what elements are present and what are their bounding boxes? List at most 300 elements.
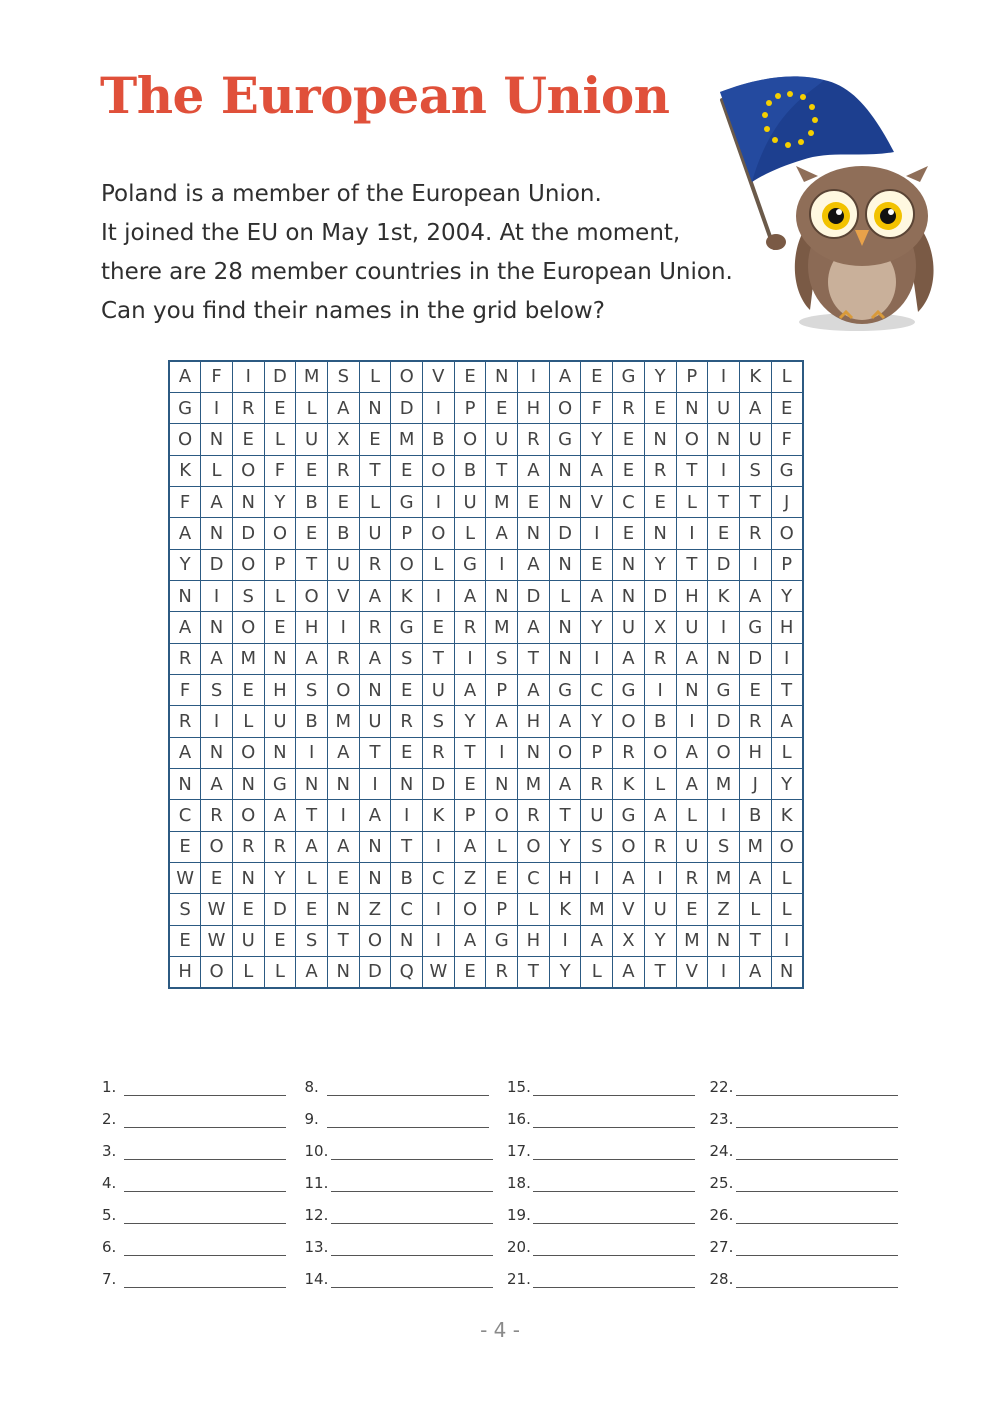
grid-cell[interactable]: N <box>359 831 391 862</box>
grid-cell[interactable]: U <box>296 424 328 455</box>
grid-cell[interactable]: H <box>296 612 328 643</box>
grid-cell[interactable]: E <box>739 674 771 705</box>
grid-cell[interactable]: G <box>391 486 423 517</box>
grid-cell[interactable]: R <box>169 643 201 674</box>
grid-cell[interactable]: N <box>549 455 581 486</box>
grid-cell[interactable]: M <box>486 486 518 517</box>
grid-cell[interactable]: Y <box>169 549 201 580</box>
grid-cell[interactable]: M <box>581 894 613 925</box>
grid-cell[interactable]: G <box>169 392 201 423</box>
answer-blank[interactable] <box>327 1109 489 1128</box>
grid-cell[interactable]: L <box>359 486 391 517</box>
grid-cell[interactable]: A <box>613 957 645 988</box>
grid-cell[interactable]: E <box>296 455 328 486</box>
grid-cell[interactable]: S <box>296 674 328 705</box>
grid-cell[interactable]: R <box>739 706 771 737</box>
grid-cell[interactable]: E <box>486 863 518 894</box>
grid-cell[interactable]: B <box>327 518 359 549</box>
grid-cell[interactable]: E <box>391 455 423 486</box>
grid-cell[interactable]: O <box>201 831 233 862</box>
grid-cell[interactable]: D <box>391 392 423 423</box>
grid-cell[interactable]: Y <box>549 831 581 862</box>
grid-cell[interactable]: T <box>708 486 740 517</box>
grid-cell[interactable]: E <box>708 518 740 549</box>
grid-cell[interactable]: F <box>771 424 803 455</box>
answer-blank[interactable] <box>124 1269 286 1288</box>
grid-cell[interactable]: A <box>739 580 771 611</box>
grid-cell[interactable]: U <box>581 800 613 831</box>
grid-cell[interactable]: A <box>359 800 391 831</box>
grid-cell[interactable]: I <box>359 768 391 799</box>
grid-cell[interactable]: G <box>613 361 645 392</box>
grid-cell[interactable]: Z <box>454 863 486 894</box>
grid-cell[interactable]: T <box>327 925 359 956</box>
grid-cell[interactable]: O <box>391 549 423 580</box>
grid-cell[interactable]: X <box>327 424 359 455</box>
grid-cell[interactable]: S <box>486 643 518 674</box>
grid-cell[interactable]: M <box>391 424 423 455</box>
grid-cell[interactable]: P <box>581 737 613 768</box>
grid-cell[interactable]: H <box>264 674 296 705</box>
grid-cell[interactable]: I <box>423 580 455 611</box>
grid-cell[interactable]: I <box>486 737 518 768</box>
grid-cell[interactable]: A <box>327 831 359 862</box>
grid-cell[interactable]: O <box>486 800 518 831</box>
grid-cell[interactable]: D <box>359 957 391 988</box>
answer-blank[interactable] <box>124 1077 286 1096</box>
grid-cell[interactable]: K <box>613 768 645 799</box>
grid-cell[interactable]: I <box>423 486 455 517</box>
grid-cell[interactable]: H <box>739 737 771 768</box>
grid-cell[interactable]: B <box>739 800 771 831</box>
grid-cell[interactable]: O <box>264 518 296 549</box>
grid-cell[interactable]: J <box>771 486 803 517</box>
grid-cell[interactable]: O <box>644 737 676 768</box>
grid-cell[interactable]: A <box>518 674 550 705</box>
grid-cell[interactable]: I <box>423 925 455 956</box>
grid-cell[interactable]: Y <box>644 549 676 580</box>
grid-cell[interactable]: U <box>327 549 359 580</box>
grid-cell[interactable]: N <box>327 768 359 799</box>
grid-cell[interactable]: R <box>613 392 645 423</box>
grid-cell[interactable]: G <box>771 455 803 486</box>
grid-cell[interactable]: S <box>232 580 264 611</box>
grid-cell[interactable]: E <box>169 925 201 956</box>
grid-cell[interactable]: A <box>201 768 233 799</box>
grid-cell[interactable]: O <box>454 424 486 455</box>
grid-cell[interactable]: A <box>454 674 486 705</box>
grid-cell[interactable]: H <box>771 612 803 643</box>
grid-cell[interactable]: F <box>581 392 613 423</box>
grid-cell[interactable]: A <box>296 831 328 862</box>
grid-cell[interactable]: N <box>327 957 359 988</box>
answer-blank[interactable] <box>533 1269 695 1288</box>
grid-cell[interactable]: U <box>359 706 391 737</box>
grid-cell[interactable]: T <box>423 643 455 674</box>
answer-blank[interactable] <box>736 1173 898 1192</box>
grid-cell[interactable]: R <box>676 863 708 894</box>
grid-cell[interactable]: R <box>327 455 359 486</box>
grid-cell[interactable]: K <box>549 894 581 925</box>
grid-cell[interactable]: A <box>296 957 328 988</box>
grid-cell[interactable]: Y <box>644 925 676 956</box>
answer-blank[interactable] <box>327 1077 489 1096</box>
grid-cell[interactable]: K <box>391 580 423 611</box>
grid-cell[interactable]: I <box>771 925 803 956</box>
grid-cell[interactable]: L <box>264 957 296 988</box>
grid-cell[interactable]: N <box>518 737 550 768</box>
grid-cell[interactable]: G <box>486 925 518 956</box>
grid-cell[interactable]: N <box>327 894 359 925</box>
grid-cell[interactable]: I <box>423 831 455 862</box>
grid-cell[interactable]: N <box>549 612 581 643</box>
grid-cell[interactable]: A <box>327 737 359 768</box>
grid-cell[interactable]: B <box>454 455 486 486</box>
grid-cell[interactable]: Y <box>581 706 613 737</box>
grid-cell[interactable]: P <box>486 674 518 705</box>
grid-cell[interactable]: I <box>518 361 550 392</box>
grid-cell[interactable]: I <box>676 706 708 737</box>
grid-cell[interactable]: O <box>676 424 708 455</box>
grid-cell[interactable]: O <box>549 392 581 423</box>
grid-cell[interactable]: Y <box>644 361 676 392</box>
grid-cell[interactable]: E <box>391 674 423 705</box>
grid-cell[interactable]: E <box>644 392 676 423</box>
answer-blank[interactable] <box>533 1077 695 1096</box>
grid-cell[interactable]: R <box>232 831 264 862</box>
grid-cell[interactable]: E <box>264 392 296 423</box>
grid-cell[interactable]: N <box>201 518 233 549</box>
grid-cell[interactable]: N <box>359 392 391 423</box>
grid-cell[interactable]: U <box>359 518 391 549</box>
grid-cell[interactable]: I <box>327 800 359 831</box>
grid-cell[interactable]: T <box>296 800 328 831</box>
grid-cell[interactable]: E <box>359 424 391 455</box>
grid-cell[interactable]: D <box>232 518 264 549</box>
grid-cell[interactable]: H <box>676 580 708 611</box>
grid-cell[interactable]: E <box>454 361 486 392</box>
grid-cell[interactable]: L <box>264 580 296 611</box>
grid-cell[interactable]: A <box>518 549 550 580</box>
grid-cell[interactable]: U <box>676 831 708 862</box>
grid-cell[interactable]: I <box>454 643 486 674</box>
grid-cell[interactable]: Y <box>581 424 613 455</box>
grid-cell[interactable]: V <box>327 580 359 611</box>
grid-cell[interactable]: R <box>264 831 296 862</box>
grid-cell[interactable]: O <box>327 674 359 705</box>
grid-cell[interactable]: O <box>201 957 233 988</box>
grid-cell[interactable]: G <box>391 612 423 643</box>
grid-cell[interactable]: R <box>518 800 550 831</box>
grid-cell[interactable]: S <box>296 925 328 956</box>
grid-cell[interactable]: X <box>613 925 645 956</box>
grid-cell[interactable]: N <box>232 768 264 799</box>
grid-cell[interactable]: A <box>581 580 613 611</box>
grid-cell[interactable]: G <box>739 612 771 643</box>
grid-cell[interactable]: E <box>232 424 264 455</box>
grid-cell[interactable]: T <box>739 925 771 956</box>
grid-cell[interactable]: E <box>264 612 296 643</box>
grid-cell[interactable]: E <box>296 518 328 549</box>
grid-cell[interactable]: A <box>264 800 296 831</box>
grid-cell[interactable]: A <box>454 925 486 956</box>
grid-cell[interactable]: F <box>201 361 233 392</box>
grid-cell[interactable]: I <box>708 612 740 643</box>
answer-blank[interactable] <box>124 1205 286 1224</box>
grid-cell[interactable]: E <box>232 894 264 925</box>
answer-blank[interactable] <box>533 1109 695 1128</box>
grid-cell[interactable]: L <box>581 957 613 988</box>
grid-cell[interactable]: M <box>676 925 708 956</box>
grid-cell[interactable]: D <box>708 549 740 580</box>
grid-cell[interactable]: I <box>581 518 613 549</box>
grid-cell[interactable]: N <box>201 612 233 643</box>
grid-cell[interactable]: A <box>676 768 708 799</box>
grid-cell[interactable]: N <box>169 580 201 611</box>
grid-cell[interactable]: O <box>169 424 201 455</box>
grid-cell[interactable]: T <box>771 674 803 705</box>
grid-cell[interactable]: Z <box>359 894 391 925</box>
grid-cell[interactable]: T <box>518 643 550 674</box>
grid-cell[interactable]: O <box>232 800 264 831</box>
grid-cell[interactable]: A <box>359 580 391 611</box>
grid-cell[interactable]: G <box>454 549 486 580</box>
grid-cell[interactable]: N <box>518 518 550 549</box>
grid-cell[interactable]: A <box>581 455 613 486</box>
grid-cell[interactable]: O <box>708 737 740 768</box>
grid-cell[interactable]: O <box>296 580 328 611</box>
answer-blank[interactable] <box>736 1077 898 1096</box>
answer-blank[interactable] <box>124 1173 286 1192</box>
grid-cell[interactable]: R <box>644 831 676 862</box>
grid-cell[interactable]: N <box>771 957 803 988</box>
grid-cell[interactable]: I <box>644 674 676 705</box>
grid-cell[interactable]: M <box>739 831 771 862</box>
grid-cell[interactable]: D <box>264 894 296 925</box>
grid-cell[interactable]: E <box>613 518 645 549</box>
grid-cell[interactable]: A <box>739 957 771 988</box>
grid-cell[interactable]: R <box>327 643 359 674</box>
grid-cell[interactable]: A <box>739 863 771 894</box>
grid-cell[interactable]: R <box>359 612 391 643</box>
grid-cell[interactable]: E <box>327 486 359 517</box>
grid-cell[interactable]: C <box>581 674 613 705</box>
grid-cell[interactable]: T <box>359 737 391 768</box>
grid-cell[interactable]: R <box>581 768 613 799</box>
grid-cell[interactable]: R <box>518 424 550 455</box>
grid-cell[interactable]: U <box>739 424 771 455</box>
grid-cell[interactable]: I <box>708 800 740 831</box>
answer-blank[interactable] <box>736 1141 898 1160</box>
grid-cell[interactable]: Y <box>454 706 486 737</box>
grid-cell[interactable]: R <box>232 392 264 423</box>
grid-cell[interactable]: A <box>549 768 581 799</box>
grid-cell[interactable]: L <box>232 957 264 988</box>
grid-cell[interactable]: M <box>518 768 550 799</box>
grid-cell[interactable]: I <box>739 549 771 580</box>
grid-cell[interactable]: K <box>169 455 201 486</box>
grid-cell[interactable]: I <box>771 643 803 674</box>
grid-cell[interactable]: I <box>327 612 359 643</box>
answer-blank[interactable] <box>331 1205 493 1224</box>
grid-cell[interactable]: N <box>264 737 296 768</box>
grid-cell[interactable]: B <box>296 486 328 517</box>
grid-cell[interactable]: N <box>549 549 581 580</box>
grid-cell[interactable]: P <box>454 392 486 423</box>
grid-cell[interactable]: A <box>613 643 645 674</box>
grid-cell[interactable]: O <box>391 361 423 392</box>
grid-cell[interactable]: S <box>169 894 201 925</box>
grid-cell[interactable]: G <box>613 674 645 705</box>
grid-cell[interactable]: A <box>169 518 201 549</box>
grid-cell[interactable]: N <box>232 486 264 517</box>
grid-cell[interactable]: D <box>518 580 550 611</box>
grid-cell[interactable]: A <box>296 643 328 674</box>
grid-cell[interactable]: I <box>201 392 233 423</box>
grid-cell[interactable]: A <box>676 737 708 768</box>
grid-cell[interactable]: I <box>708 957 740 988</box>
grid-cell[interactable]: T <box>359 455 391 486</box>
grid-cell[interactable]: L <box>296 392 328 423</box>
grid-cell[interactable]: V <box>423 361 455 392</box>
grid-cell[interactable]: I <box>581 643 613 674</box>
grid-cell[interactable]: L <box>771 737 803 768</box>
grid-cell[interactable]: Y <box>771 580 803 611</box>
grid-cell[interactable]: K <box>739 361 771 392</box>
grid-cell[interactable]: I <box>423 392 455 423</box>
grid-cell[interactable]: T <box>391 831 423 862</box>
grid-cell[interactable]: N <box>708 643 740 674</box>
grid-cell[interactable]: I <box>201 706 233 737</box>
grid-cell[interactable]: H <box>169 957 201 988</box>
grid-cell[interactable]: U <box>708 392 740 423</box>
grid-cell[interactable]: U <box>644 894 676 925</box>
grid-cell[interactable]: N <box>391 768 423 799</box>
grid-cell[interactable]: N <box>169 768 201 799</box>
grid-cell[interactable]: A <box>486 518 518 549</box>
grid-cell[interactable]: A <box>581 925 613 956</box>
grid-cell[interactable]: R <box>644 643 676 674</box>
grid-cell[interactable]: R <box>359 549 391 580</box>
grid-cell[interactable]: T <box>739 486 771 517</box>
grid-cell[interactable]: A <box>201 643 233 674</box>
grid-cell[interactable]: A <box>169 361 201 392</box>
grid-cell[interactable]: N <box>359 863 391 894</box>
grid-cell[interactable]: T <box>518 957 550 988</box>
answer-blank[interactable] <box>331 1141 493 1160</box>
grid-cell[interactable]: P <box>676 361 708 392</box>
grid-cell[interactable]: E <box>454 957 486 988</box>
grid-cell[interactable]: A <box>644 800 676 831</box>
grid-cell[interactable]: U <box>454 486 486 517</box>
grid-cell[interactable]: G <box>549 674 581 705</box>
grid-cell[interactable]: E <box>676 894 708 925</box>
grid-cell[interactable]: A <box>518 455 550 486</box>
grid-cell[interactable]: G <box>264 768 296 799</box>
grid-cell[interactable]: A <box>327 392 359 423</box>
grid-cell[interactable]: W <box>423 957 455 988</box>
grid-cell[interactable]: C <box>391 894 423 925</box>
grid-cell[interactable]: N <box>201 424 233 455</box>
grid-cell[interactable]: N <box>676 392 708 423</box>
grid-cell[interactable]: O <box>549 737 581 768</box>
grid-cell[interactable]: S <box>423 706 455 737</box>
grid-cell[interactable]: O <box>613 831 645 862</box>
answer-blank[interactable] <box>331 1173 493 1192</box>
grid-cell[interactable]: R <box>613 737 645 768</box>
answer-blank[interactable] <box>124 1237 286 1256</box>
grid-cell[interactable]: Y <box>264 486 296 517</box>
grid-cell[interactable]: A <box>771 706 803 737</box>
grid-cell[interactable]: T <box>676 455 708 486</box>
grid-cell[interactable]: E <box>613 455 645 486</box>
grid-cell[interactable]: Y <box>549 957 581 988</box>
grid-cell[interactable]: I <box>391 800 423 831</box>
grid-cell[interactable]: N <box>201 737 233 768</box>
grid-cell[interactable]: L <box>676 800 708 831</box>
grid-cell[interactable]: C <box>518 863 550 894</box>
grid-cell[interactable]: I <box>708 455 740 486</box>
grid-cell[interactable]: N <box>296 768 328 799</box>
grid-cell[interactable]: X <box>644 612 676 643</box>
grid-cell[interactable]: U <box>676 612 708 643</box>
grid-cell[interactable]: O <box>771 518 803 549</box>
grid-cell[interactable]: D <box>264 361 296 392</box>
grid-cell[interactable]: T <box>454 737 486 768</box>
grid-cell[interactable]: K <box>423 800 455 831</box>
grid-cell[interactable]: A <box>359 643 391 674</box>
grid-cell[interactable]: M <box>232 643 264 674</box>
grid-cell[interactable]: A <box>454 831 486 862</box>
grid-cell[interactable]: A <box>613 863 645 894</box>
grid-cell[interactable]: D <box>708 706 740 737</box>
grid-cell[interactable]: E <box>232 674 264 705</box>
grid-cell[interactable]: I <box>581 863 613 894</box>
grid-cell[interactable]: M <box>486 612 518 643</box>
answer-blank[interactable] <box>736 1205 898 1224</box>
grid-cell[interactable]: I <box>201 580 233 611</box>
grid-cell[interactable]: L <box>676 486 708 517</box>
grid-cell[interactable]: E <box>327 863 359 894</box>
grid-cell[interactable]: H <box>518 392 550 423</box>
grid-cell[interactable]: P <box>486 894 518 925</box>
grid-cell[interactable]: P <box>391 518 423 549</box>
grid-cell[interactable]: T <box>644 957 676 988</box>
grid-cell[interactable]: E <box>613 424 645 455</box>
grid-cell[interactable]: E <box>169 831 201 862</box>
grid-cell[interactable]: I <box>232 361 264 392</box>
grid-cell[interactable]: L <box>423 549 455 580</box>
grid-cell[interactable]: I <box>708 361 740 392</box>
grid-cell[interactable]: T <box>296 549 328 580</box>
grid-cell[interactable]: O <box>423 518 455 549</box>
grid-cell[interactable]: S <box>391 643 423 674</box>
grid-cell[interactable]: N <box>549 486 581 517</box>
grid-cell[interactable]: N <box>676 674 708 705</box>
grid-cell[interactable]: G <box>613 800 645 831</box>
grid-cell[interactable]: Y <box>581 612 613 643</box>
grid-cell[interactable]: N <box>391 925 423 956</box>
grid-cell[interactable]: L <box>771 361 803 392</box>
grid-cell[interactable]: R <box>644 455 676 486</box>
grid-cell[interactable]: V <box>676 957 708 988</box>
answer-blank[interactable] <box>533 1205 695 1224</box>
grid-cell[interactable]: N <box>549 643 581 674</box>
grid-cell[interactable]: A <box>486 706 518 737</box>
grid-cell[interactable]: S <box>581 831 613 862</box>
grid-cell[interactable]: T <box>486 455 518 486</box>
grid-cell[interactable]: C <box>613 486 645 517</box>
